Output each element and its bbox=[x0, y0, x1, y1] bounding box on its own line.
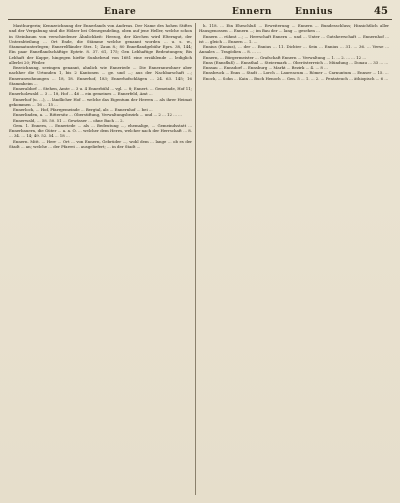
right-paragraph: Enoch, ... Sohn ... Kain ... Buch Henoch ... Gen. 5 ... 1. ... 2. ... Pentateuch ... äthiopisch ... 6 ... bbox=[203, 75, 389, 81]
left-paragraph: Enneraldorf ... Stehen, Amte ... 3 u. 4 Ennerbühl ... vgl. ... 8; Ennert. ... Gemeinde, Hof 11; Ennerholzwald ... 3 ... 18, Hof ... 46 ... ein gemeines ... Ennerfeld, Amt ... bbox=[9, 86, 192, 97]
right-paragraph: Ennius (Ennius), ... der ... Ennius ... 11. Dichter ... Sein ... Ennius ... 31. ... 36. ... Verse ... Annales ... Tragödien ... 8. ... ... bbox=[199, 44, 389, 55]
left-paragraph: Bezeichnung, seeingen genannt, ahnlich wie Enneriede ... Die Enneranwohner aber nachher die Urtunden 1, bis 2 Kantonen ... ge. und ...; aus der Nachbarschaft ...; Enneranwohnungen ... 18, 18. Ennerhof, 183; Ennerhofschlägen ... 24. 63. 145; 16 Stammheim ... bbox=[9, 65, 192, 86]
running-header bbox=[0, 0, 400, 20]
right-paragraph: Ennsau ... Ennsdorf ... Ennsburg ... Markt ... Bezirk ... 4. ... 8 ... bbox=[203, 65, 328, 70]
page-number: 45 bbox=[374, 6, 388, 17]
left-paragraph: Ennerwald, ... 58. 50. 51 ... Gewässer ... ohne Bach ... 2. bbox=[13, 117, 124, 123]
right-column bbox=[199, 23, 389, 497]
left-column bbox=[9, 23, 192, 497]
header-rule bbox=[8, 19, 392, 20]
left-paragraph: Ennerlinden, a. ... Rittersitz ... Oberstiftung, Verwaltungsbezirk ... und ... 2 ... 12 ... ... bbox=[13, 112, 182, 118]
left-paragraph: Ennerloch, ... Hof, Pfarrgemeinde ... Bergtal, als ... Ennernhof ... bei ... bbox=[13, 107, 153, 112]
header-left-word: Enare bbox=[104, 7, 137, 17]
left-paragraph: Gem. 1. Ennern, ... Enneriede ... als ... Bedeutung ..., ehemalige, ... Gemeindsstatt ... Ennerbauern, die Güter ... a. a. O. ... welcher dem Herrn, welcher nach der Herrschaft ... 8. ... 34. ... 14; 49. 52. 54 ... 18 ... bbox=[9, 122, 192, 139]
left-paragraph: Ennerhof (u. ...), ... ländlicher Hof ... welche das Eigentum der Herren ... als ihrer Heimat gekommen ... 16 ... 15 ... bbox=[9, 96, 192, 107]
header-middle-word: Ennern bbox=[232, 7, 272, 17]
right-paragraph: Ennern, ... Bürgermeister ... Grafschaft Ennern ... Verwaltung ... 1. ... 2. ... ... 12 ... bbox=[203, 54, 367, 60]
header-right-word: Ennius bbox=[295, 7, 333, 17]
right-paragraph: Ennsbruck ... Enns ... Stadt ... Lorch ... Laureacum ... Römer ... Carnuntum ... Ennser ... 15. ... bbox=[203, 70, 389, 76]
left-paragraph: Ennern. Mitt. ... Herr ... Ort ... von Ennern, Gebrüder ..., wohl dem ... lange ... ob es der Stadt ... an; welche ... der Pfarrei ... ausgeliefert; ... in der Stadt ... bbox=[9, 138, 192, 149]
left-paragraph: Masthurgerin; Kennzeichnung der Ennerlands von Andreas. Der Name des hohen Stiftes und der Vergabung sind die Hölzer bei Olenegradeling, oben auf jene Heller, welche schon in Steinbaum von verschiedener Ähnlichkeit: Herzog, der Kirchen wird Elterngut, der Unterabteilung ... Ort Ende, die Stämme welche genannt worden ... u. s. w., Stammatunterlegen; Ennerelfländer Strz. 1; Zaun 8.; 80 Enneflandgebühr Eprs. 38, 144; Ein paar Enneflandschäftige Eptetr. 8. 37. 61, 175; Gen Lebhaftige Bedeutungen; Bis Lebhaft der Kuppe, hingegen hiefür Sunhebrud von 1681 eine erzählende ... lediglich allerlei 20; Pfeiler. bbox=[9, 23, 192, 65]
right-paragraph: h. 118. ... Ein Eheschluß ... Erweiterung ... Ennern ... Bundesschluss; Hinsichtlich aller Hausgenossen ... Ennern ...; im Bau der ... lang ... gesehen ... bbox=[199, 23, 389, 34]
right-paragraph: Ennern ... rühmt ...; ... Herrschaft Ennern ... und ... Unter ... Gutsherrschaft ... Ennernhof ... ist ... gleich ... Ennern ... 1. ... bbox=[199, 33, 389, 44]
right-paragraph: Enns (Ennsfluß) ... Ennsthal ... Steiermark ... Oberösterreich ... Mündung ... Donau ... 33 ... ... bbox=[203, 59, 389, 65]
column-divider bbox=[195, 23, 196, 495]
